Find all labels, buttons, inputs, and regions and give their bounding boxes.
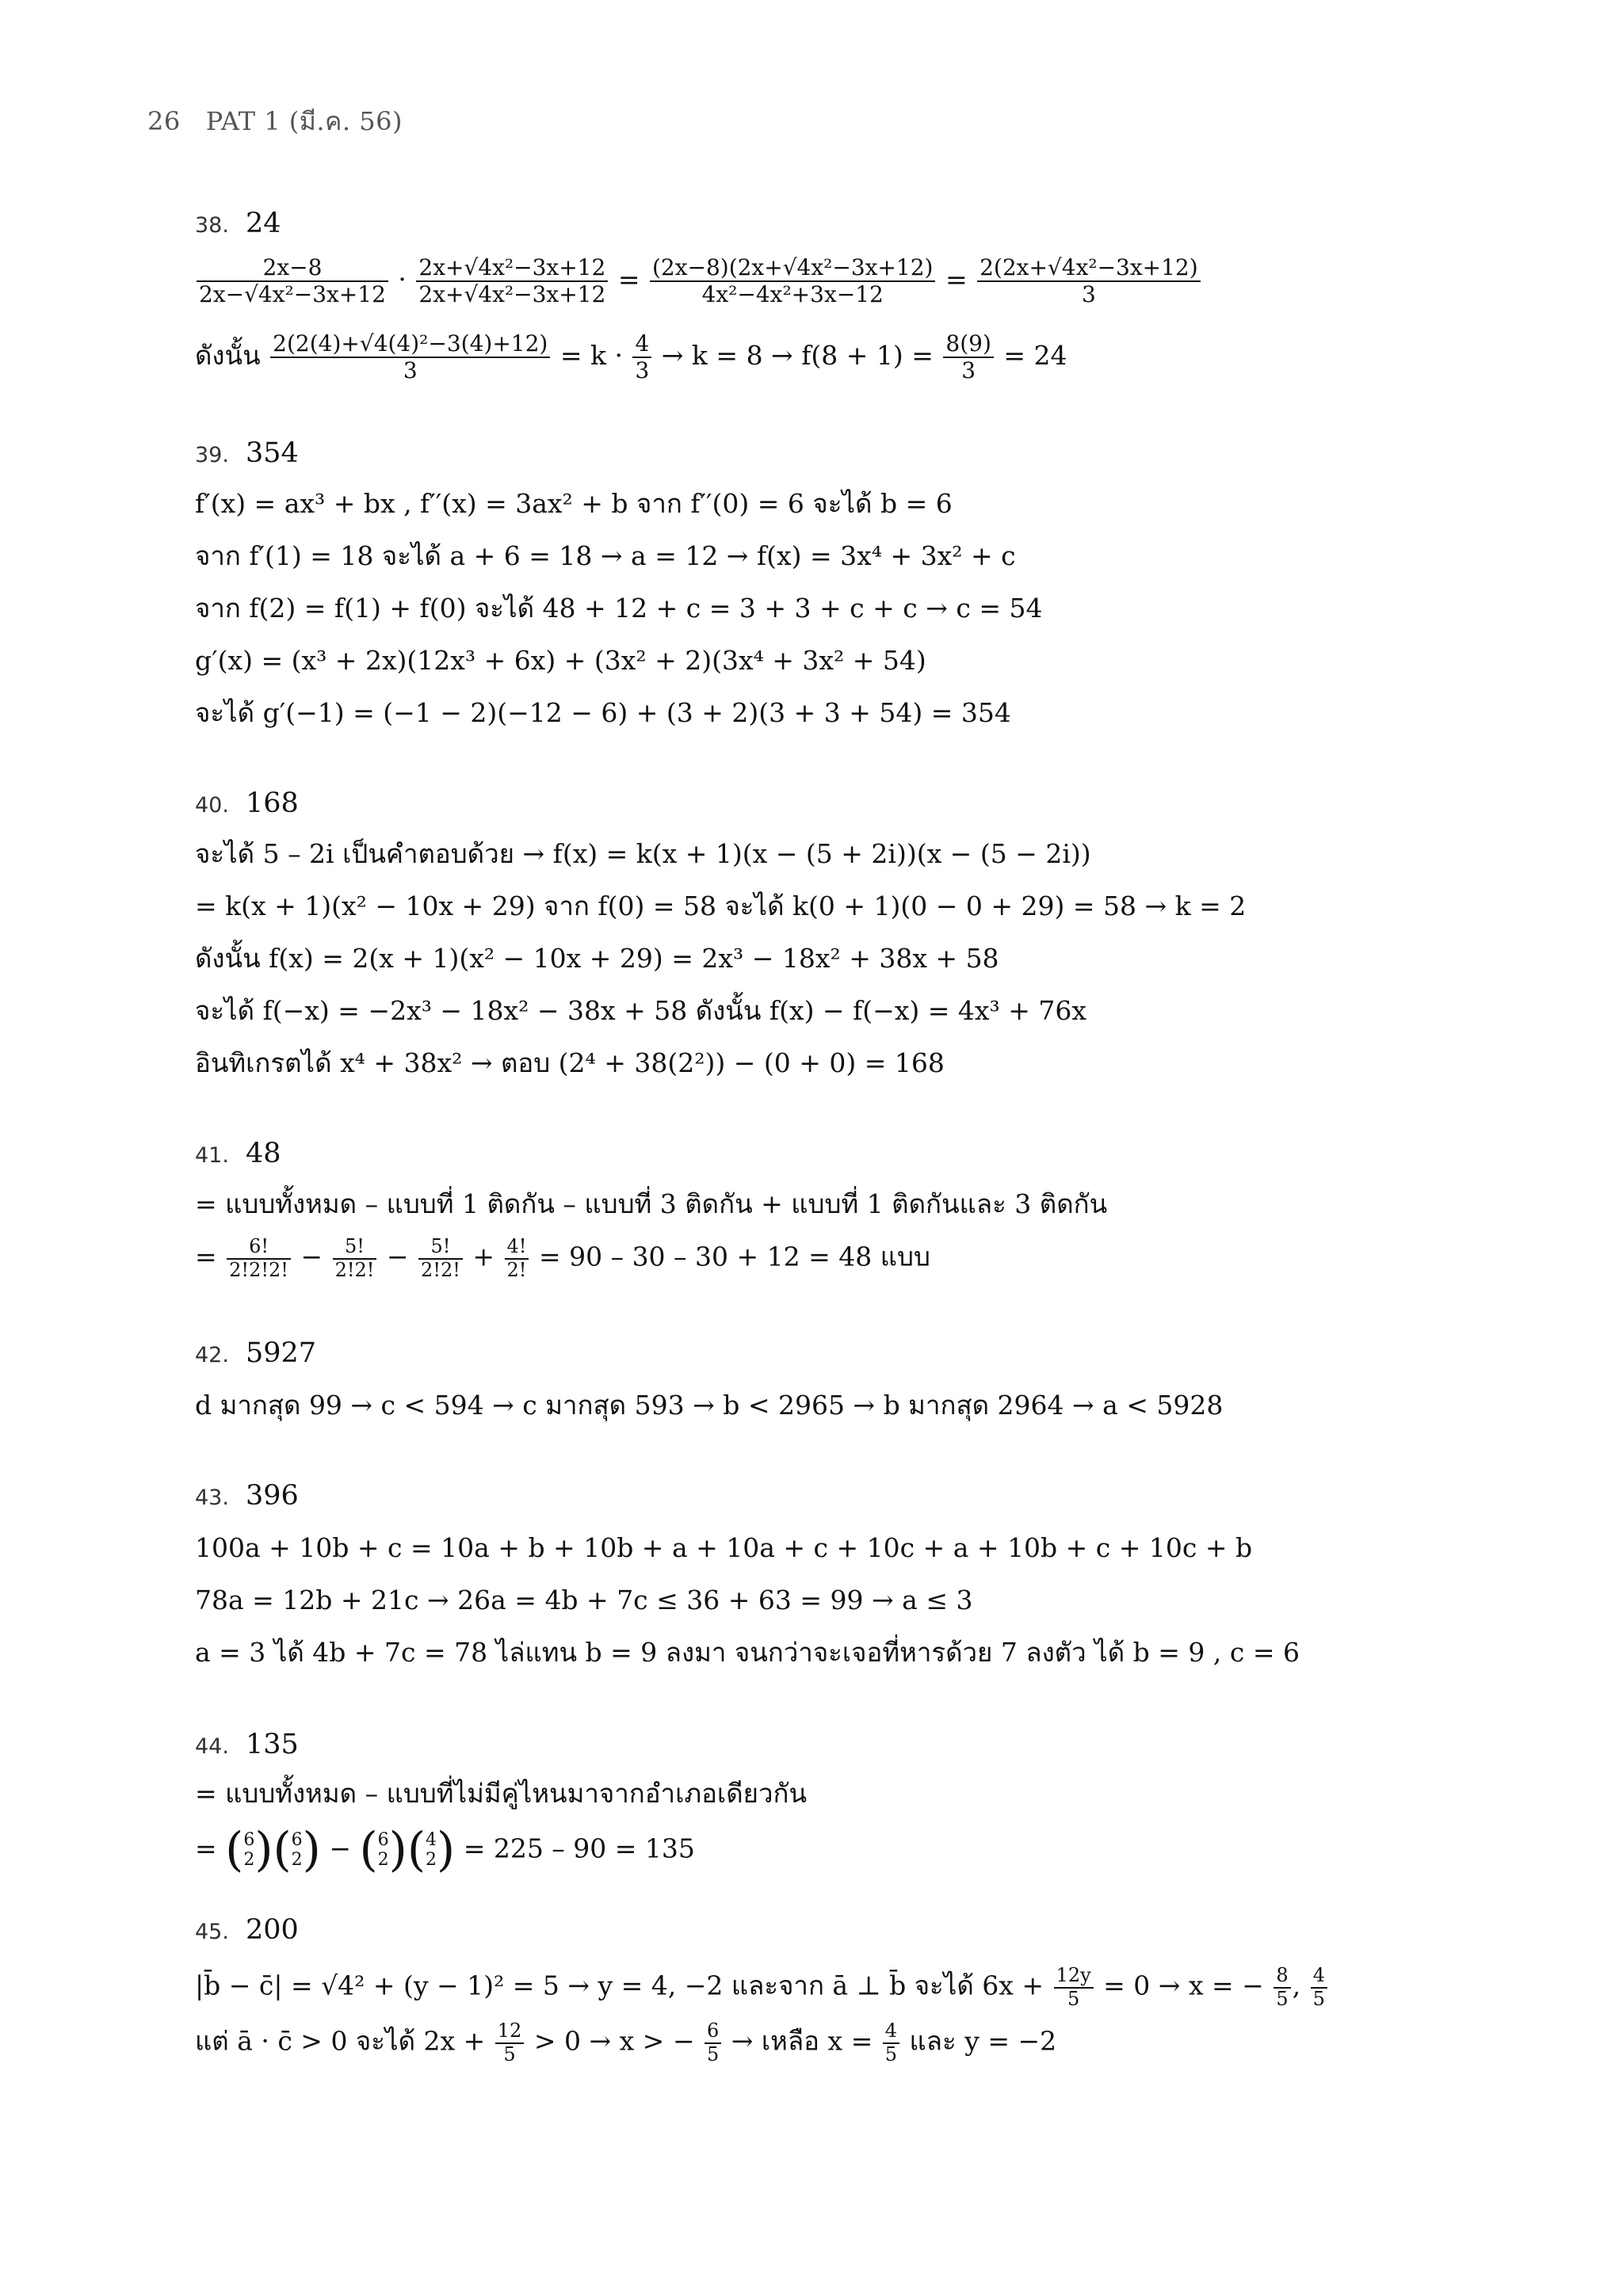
question-number: 44. (195, 1734, 229, 1759)
fraction (977, 255, 1201, 307)
operator: + (472, 1241, 495, 1272)
solution-line: ดังนั้น f(x) = 2(x + 1)(x² − 10x + 29) = 2x³ − 18x² + 38x + 58 (195, 943, 999, 974)
question-number: 45. (195, 1920, 229, 1944)
question-39-heading (195, 437, 299, 471)
solution-line: จะได้ g′(−1) = (−1 − 2)(−12 − 6) + (3 + 2)(3 + 3 + 54) = 354 (195, 697, 1011, 728)
fraction (197, 255, 388, 307)
math-text: → k = 8 → f(8 + 1) = (661, 340, 934, 372)
math-text: และ y = −2 (909, 2025, 1057, 2057)
fraction (1054, 1965, 1094, 2010)
binomial-top: 6 (377, 1830, 389, 1850)
question-answer: 24 (245, 208, 281, 239)
denominator: 5 (503, 2042, 516, 2065)
solution-line: 100a + 10b + c = 10a + b + 10b + a + 10a + c + 10c + a + 10b + c + 10c + b (195, 1532, 1253, 1563)
denominator: 5 (1312, 1987, 1325, 2010)
question-answer: 396 (245, 1480, 299, 1512)
q41-fraction-line (195, 1236, 930, 1281)
numerator: 5! (333, 1236, 377, 1260)
math-text: → เหลือ x = (731, 2025, 873, 2057)
binomial-bottom: 2 (243, 1850, 255, 1871)
solution-line: จาก f′(1) = 18 จะได้ a + 6 = 18 → a = 12 → f(x) = 3x⁴ + 3x² + c (195, 540, 1016, 571)
numerator: 4 (1311, 1965, 1327, 1989)
operator: · (398, 264, 407, 296)
fraction (418, 1236, 463, 1281)
thai-text: ดังนั้น (195, 340, 261, 372)
denominator: 4x²−4x²+3x−12 (701, 281, 884, 308)
math-text: = (195, 1833, 217, 1864)
solution-line: d มากสุด 99 → c < 594 → c มากสุด 593 → b < 2965 → b มากสุด 2964 → a < 5928 (195, 1390, 1224, 1421)
binomial-top: 6 (243, 1830, 255, 1850)
numerator: 2x+√4x²−3x+12 (416, 255, 608, 282)
question-number: 39. (195, 443, 229, 467)
math-text: = 0 → x = − (1103, 1970, 1264, 2001)
question-number: 40. (195, 793, 229, 818)
question-answer: 135 (245, 1729, 299, 1760)
math-text: , (1292, 1970, 1301, 2001)
binomial-top: 4 (426, 1830, 437, 1850)
question-43-heading (195, 1480, 299, 1514)
solution-line: f′(x) = ax³ + bx , f′′(x) = 3ax² + b จาก f′′(0) = 6 จะได้ b = 6 (195, 488, 953, 519)
question-41-heading (195, 1138, 281, 1172)
question-answer: 354 (245, 437, 299, 469)
denominator: 5 (706, 2042, 720, 2065)
header-title: PAT 1 (มี.ค. 56) (205, 106, 403, 136)
fraction (632, 331, 651, 383)
solution-line: = k(x + 1)(x² − 10x + 29) จาก f(0) = 58 จะได้ k(0 + 1)(0 − 0 + 29) = 58 → k = 2 (195, 891, 1247, 921)
denominator: 5 (1276, 1987, 1289, 2010)
denominator: 5 (1067, 1987, 1080, 2010)
denominator: 3 (961, 357, 976, 384)
numerator: 4 (883, 2020, 899, 2044)
math-text: = k · (559, 340, 623, 372)
binomial: ( 4 2 ) (407, 1822, 456, 1878)
denominator: 2!2! (421, 1258, 460, 1281)
fraction (333, 1236, 377, 1281)
binomial-bottom: 2 (377, 1850, 389, 1871)
fraction (883, 2020, 899, 2065)
denominator: 3 (635, 357, 650, 384)
question-number: 41. (195, 1143, 229, 1168)
binomial: ( 6 2 ) (359, 1822, 407, 1878)
solution-line: จะได้ f(−x) = −2x³ − 18x² − 38x + 58 ดังนั้น f(x) − f(−x) = 4x³ + 76x (195, 995, 1086, 1026)
numerator: 8(9) (943, 331, 993, 358)
numerator: 12 (495, 2020, 525, 2044)
binomial: ( 6 2 ) (225, 1822, 273, 1878)
denominator: 2!2!2! (229, 1258, 288, 1281)
numerator: (2x−8)(2x+√4x²−3x+12) (650, 255, 935, 282)
solution-line: อินทิเกรตได้ x⁴ + 38x² → ตอบ (2⁴ + 38(2²)) − (0 + 0) = 168 (195, 1047, 945, 1078)
fraction (270, 331, 550, 383)
question-42-heading (195, 1337, 316, 1371)
solution-line: = แบบทั้งหมด – แบบที่ไม่มีคู่ไหนมาจากอำเภอเดียวกัน (195, 1778, 808, 1809)
denominator: 2!2! (334, 1258, 375, 1281)
question-45-heading (195, 1914, 299, 1948)
fraction (650, 255, 935, 307)
math-text: = 225 – 90 = 135 (463, 1833, 695, 1864)
operator: − (300, 1241, 323, 1272)
math-text: = (195, 1241, 217, 1272)
q45-line-1 (195, 1965, 1329, 2010)
operator: = (617, 264, 640, 296)
numerator: 2(2(4)+√4(4)²−3(4)+12) (270, 331, 550, 358)
question-number: 42. (195, 1343, 229, 1367)
fraction (227, 1236, 291, 1281)
fraction (495, 2020, 525, 2065)
numerator: 12y (1054, 1965, 1094, 1989)
solution-line: = แบบทั้งหมด – แบบที่ 1 ติดกัน – แบบที่ 3 ติดกัน + แบบที่ 1 ติดกันและ 3 ติดกัน (195, 1188, 1108, 1219)
binomial-bottom: 2 (426, 1850, 437, 1871)
solution-line: 78a = 12b + 21c → 26a = 4b + 7c ≤ 36 + 63 = 99 → a ≤ 3 (195, 1585, 973, 1615)
solution-line: จาก f(2) = f(1) + f(0) จะได้ 48 + 12 + c = 3 + 3 + c + c → c = 54 (195, 593, 1043, 624)
fraction (705, 2020, 721, 2065)
numerator: 5! (418, 1236, 463, 1260)
question-answer: 48 (245, 1138, 281, 1169)
numerator: 4! (505, 1236, 529, 1260)
solution-line: g′(x) = (x³ + 2x)(12x³ + 6x) + (3x² + 2)(3x⁴ + 3x² + 54) (195, 645, 926, 676)
math-text: แต่ ā · c̄ > 0 จะได้ 2x + (195, 2025, 486, 2057)
fraction (943, 331, 993, 383)
numerator: 2x−8 (197, 255, 388, 282)
math-text: = 24 (1003, 340, 1067, 372)
question-answer: 5927 (245, 1337, 317, 1369)
question-44-heading (195, 1729, 299, 1763)
numerator: 2(2x+√4x²−3x+12) (977, 255, 1201, 282)
denominator: 2x+√4x²−3x+12 (418, 281, 606, 308)
q45-line-2 (195, 2020, 1056, 2065)
fraction (1274, 1965, 1290, 2010)
denominator: 5 (884, 2042, 898, 2065)
page-header (147, 101, 403, 142)
denominator: 2! (506, 1258, 527, 1281)
math-text: = 90 – 30 – 30 + 12 = 48 แบบ (538, 1241, 930, 1272)
numerator: 6 (705, 2020, 721, 2044)
fraction (416, 255, 608, 307)
question-number: 43. (195, 1486, 229, 1510)
math-text: > 0 → x > − (533, 2025, 695, 2057)
fraction (1311, 1965, 1327, 2010)
q38-equation-line (195, 255, 1202, 307)
question-number: 38. (195, 213, 229, 238)
page-number: 26 (147, 106, 181, 136)
operator: − (386, 1241, 409, 1272)
denominator: 2x−√4x²−3x+12 (199, 281, 386, 308)
numerator: 8 (1274, 1965, 1290, 1989)
q38-result-line (195, 331, 1067, 383)
question-38-heading (195, 208, 281, 242)
solution-line: จะได้ 5 – 2i เป็นคำตอบด้วย → f(x) = k(x + 1)(x − (5 + 2i))(x − (5 − 2i)) (195, 838, 1091, 869)
math-text: |b̄ − c̄| = √4² + (y − 1)² = 5 → y = 4, −2 และจาก ā ⊥ b̄ จะได้ 6x + (195, 1970, 1044, 2001)
numerator: 4 (632, 331, 651, 358)
binomial-top: 6 (291, 1830, 303, 1850)
q44-binomial-line (195, 1822, 695, 1878)
operator: = (945, 264, 968, 296)
denominator: 3 (1081, 281, 1096, 308)
numerator: 6! (227, 1236, 291, 1260)
binomial: ( 6 2 ) (273, 1822, 321, 1878)
question-40-heading (195, 788, 299, 822)
question-answer: 168 (245, 788, 299, 819)
solution-line: a = 3 ได้ 4b + 7c = 78 ไล่แทน b = 9 ลงมา จนกว่าจะเจอที่หารด้วย 7 ลงตัว ได้ b = 9 , c = 6 (195, 1637, 1300, 1668)
operator: − (329, 1833, 351, 1864)
question-answer: 200 (245, 1914, 299, 1946)
binomial-bottom: 2 (291, 1850, 303, 1871)
denominator: 3 (403, 357, 418, 384)
fraction (505, 1236, 529, 1281)
